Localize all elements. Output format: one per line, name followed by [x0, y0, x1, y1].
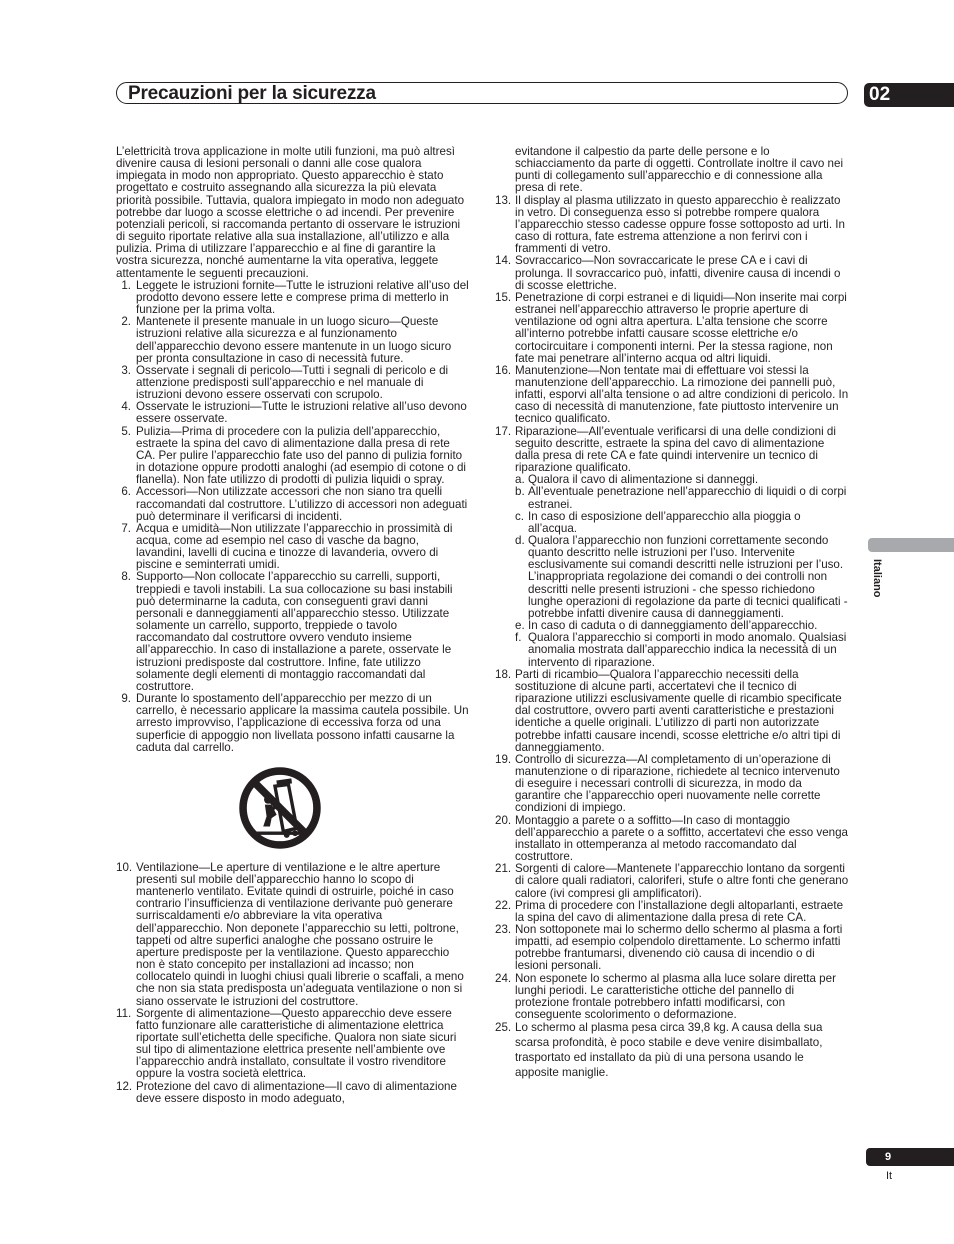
item-number: 7.	[121, 521, 131, 535]
list-item	[116, 365, 470, 401]
item-number: 8.	[121, 570, 131, 584]
list-item	[495, 754, 849, 815]
item-number: e.	[515, 619, 525, 633]
sub-list-item	[495, 511, 849, 535]
item-number: a.	[515, 473, 525, 487]
item-number: 6.	[121, 485, 131, 499]
safety-list-left	[116, 280, 470, 754]
item-12-continuation: evitandone il calpestio da parte delle persone e lo schiacciamento da parte di oggetti. Controllate inoltre il cavo nei punti di collegamento sull’apparecchio e di connessione alla presa di rete.	[515, 145, 844, 195]
left-column	[116, 146, 470, 1105]
item-number: 3.	[121, 363, 131, 377]
item-number: 12.	[116, 1079, 133, 1093]
item-text: Osservate i segnali di pericolo—Tutti i segnali di pericolo e di attenzione predisposti sull’apparecchio e nel manuale di istruzioni devono essere osservati con scrupolo.	[136, 363, 449, 402]
item-number: 14.	[495, 254, 512, 268]
page-language-code: It	[886, 1170, 893, 1182]
item-number: 15.	[495, 290, 512, 304]
safety-list-right	[495, 195, 849, 475]
item-text: Il display al plasma utilizzato in questo apparecchio è realizzato in vetro. Di conseguenza esso si potrebbe rompere qualora l’apparecchio stesso cadesse oppure fosse sottoposto ad urti. In caso di rottura, fate estrema attenzione a non ferirvi con i frammenti di vetro.	[515, 193, 845, 256]
item-text: Accessori—Non utilizzate accessori che non siano tra quelli raccomandati dal costruttore. L’utilizzo di accessori non adeguati può determinare il verificarsi di incidenti.	[136, 485, 468, 523]
page-number-tab	[866, 1148, 954, 1166]
list-item	[495, 815, 849, 864]
item-number: 18.	[495, 667, 512, 681]
list-item	[116, 862, 470, 1008]
item-number: 22.	[495, 898, 512, 912]
item-number: b.	[515, 485, 525, 499]
cart-tip-over-warning-icon	[238, 766, 322, 850]
item-text: In caso di caduta o di danneggiamento dell’apparecchio.	[528, 619, 818, 633]
safety-list-right-continued	[495, 669, 849, 1022]
item-text: Parti di ricambio—Qualora l’apparecchio necessiti della sostituzione di alcune parti, accertatevi che il tecnico di riparazione utilizzi esclusivamente quelle di ricambio specificate dal costruttore, ovvero parti aventi caratteristiche e prestazioni identiche a quelle originali. L’utilizzo di parti non autorizzate potrebbe infatti causare incendi, scosse elettriche e/o altri tipi di danneggiamento.	[515, 667, 842, 754]
list-item	[116, 316, 470, 365]
item-number: 21.	[495, 862, 512, 876]
list-item	[116, 401, 470, 425]
item-number: 19.	[495, 752, 512, 766]
item-number: d.	[515, 534, 525, 547]
list-item	[495, 426, 849, 475]
item-number: 4.	[121, 400, 131, 414]
item-text: Sorgente di alimentazione—Questo apparecchio deve essere fatto funzionare alle caratteristiche di alimentazione elettrica riportate sull’etichetta delle specifiche. Qualora non siate sicuri sul tipo di alimentazione elettrica presente nell’ambiente ove l’apparecchio andrà installato, consultate il vostro rivenditore oppure la vostra società elettrica.	[136, 1006, 457, 1081]
page-title: Precauzioni per la sicurezza	[128, 83, 376, 104]
item-number: 5.	[121, 424, 131, 438]
item-number: 25.	[495, 1021, 512, 1035]
item-text: Leggete le istruzioni fornite—Tutte le istruzioni relative all’uso del prodotto devono essere lette e comprese prima di metterlo in funzione per la prima volta.	[136, 278, 469, 317]
item-text: In caso di esposizione dell’apparecchio alla pioggia o all’acqua.	[528, 509, 801, 535]
item-text: Supporto—Non collocate l’apparecchio su carrelli, supporti, treppiedi e tavoli instabili. La sua collocazione su basi instabili può determinarne la caduta, con conseguenti gravi danni personali e danneggiamenti all’apparecchio stesso. Utilizzate solamente un carrello, supporto, treppiede o tavolo raccomandato dal costruttore ovvero venduto insieme all’apparecchio. In caso di installazione a parete, osservate le istruzioni predisposte dal costruttore. Infine, fate utilizzo solamente degli elementi di montaggio raccomandati dal costruttore.	[136, 570, 453, 693]
list-item	[495, 863, 849, 899]
item-number: 23.	[495, 923, 512, 936]
list-item	[116, 1081, 470, 1105]
list-item	[495, 924, 849, 973]
list-item	[495, 669, 849, 754]
item-number: 11.	[116, 1006, 132, 1020]
item-text: Non sottoponete mai lo schermo dello schermo al plasma a forti impatti, ad esempio colpendolo direttamente. Lo schermo infatti potrebbe frantumarsi, divenendo ciò causa di incendio o di lesioni personali.	[515, 923, 843, 973]
item-text: Acqua e umidità—Non utilizzate l’apparecchio in prossimità di acqua, come ad esempio nel caso di vasche da bagno, lavandini, lavelli di cucina e tinozze di lavanderia, ovvero di piscine e seminterrati umidi.	[136, 521, 453, 572]
list-item	[495, 973, 849, 1022]
item-number: 1.	[121, 278, 131, 292]
item-text: Mantenete il presente manuale in un luogo sicuro—Queste istruzioni relative alla sicurezza e al funzionamento dell’apparecchio devono essere mantenute in un luogo sicuro per pronta consultazione in caso di necessità future.	[136, 315, 452, 365]
item-text: Ventilazione—Le aperture di ventilazione e le altre aperture presenti sul mobile dell’apparecchio hanno lo scopo di mantenerlo ventilato. Evitate quindi di ostruirle, poiché in caso contrario l’insufficienza di ventilazione derivante può generare surriscaldamenti e/o abbreviare la vita operativa dell’apparecchio. Non deponete l’apparecchio su letti, poltrone, tappeti od altre superfici analoghe che possano ostruire le aperture predisposte per la ventilazione. Questo apparecchio non è stato concepito per installazioni ad incasso; non collocatelo quindi in luoghi chiusi quali librerie o scaffali, a meno che non sia stata predisposta un’adeguata ventilazione o non si siano osservate le istruzioni del costruttore.	[136, 860, 464, 1008]
item-number: 9.	[121, 692, 131, 706]
sub-list-item	[495, 632, 849, 668]
list-item	[495, 900, 849, 924]
chapter-number: 02	[869, 84, 891, 105]
list-item	[495, 195, 849, 256]
item-number: 24.	[495, 971, 512, 985]
item-17-subitems	[495, 474, 849, 669]
item-number: c.	[515, 509, 525, 523]
language-label: Italiano	[871, 559, 883, 598]
item-text: Prima di procedere con l’installazione degli altoparlanti, estraete la spina del cavo di alimentazione dalla presa di rete CA.	[515, 898, 844, 924]
intro-paragraph: L’elettricità trova applicazione in molte utili funzioni, ma può altresì divenire causa di lesioni personali o danni alle cose qualora impiegata in modo non appropriato. Questo apparecchio è stato progettato e costruito assegnando alla sicurezza la più elevata priorità possibile. Tuttavia, qualora impiegato in modo non adeguato potrebbe dar luogo a scosse elettriche o ad incendi. Per prevenire potenziali pericoli, si raccomanda pertanto di osservare le istruzioni di seguito riportate relative alla sua installazione, all’utilizzo e alla pulizia. Prima di utilizzare l’apparecchio e al fine di garantire la vostra sicurezza, nonché aumentarne la vita operativa, leggete attentamente le seguenti precauzioni.	[116, 145, 465, 280]
item-text: Qualora il cavo di alimentazione si danneggi.	[528, 473, 759, 487]
list-item	[495, 292, 849, 365]
list-item	[116, 693, 470, 754]
item-text: Sorgenti di calore—Mantenete l’apparecchio lontano da sorgenti di calore quali radiatori, caloriferi, stufe o altre fonti che generano calore (ivi compresi gli amplificatori).	[515, 862, 849, 900]
safety-list-left-continued	[116, 862, 470, 1105]
item-text: Protezione del cavo di alimentazione—Il cavo di alimentazione deve essere disposto in modo adeguato,	[136, 1079, 457, 1105]
item-number: 2.	[121, 315, 131, 329]
item-text: Riparazione—All’eventuale verificarsi di una delle condizioni di seguito descritte, estraete la spina del cavo di alimentazione dalla presa di rete CA e fate quindi intervenire un tecnico di riparazione qualificato.	[515, 424, 836, 475]
list-item	[116, 280, 470, 316]
item-text: Montaggio a parete o a soffitto—In caso di montaggio dell’apparecchio a parete o a soffitto, accertatevi che esso venga installato in ottemperanza al metodo raccomandato dal costruttore.	[515, 813, 848, 864]
item-text: All’eventuale penetrazione nell’apparecchio di liquidi o di corpi estranei.	[528, 485, 847, 511]
item-text: Lo schermo al plasma pesa circa 39,8 kg. A causa della sua scarsa profondità, è poco stabile e deve venire disimballato, trasportato ed installato da più di una persona usando le apposite maniglie.	[515, 1021, 823, 1079]
list-item	[116, 571, 470, 693]
item-number: 17.	[495, 424, 512, 438]
item-number: 10.	[116, 860, 133, 874]
item-number: 20.	[495, 813, 512, 827]
item-number: f.	[515, 631, 522, 645]
list-item	[116, 1008, 470, 1081]
list-item	[495, 1021, 849, 1080]
item-text: Non esponete lo schermo al plasma alla luce solare diretta per lunghi periodi. Le caratteristiche ottiche del pannello di protezione frontale potrebbero infatti modificarsi, con conseguente scolorimento o deformazione.	[515, 971, 836, 1022]
item-text: Durante lo spostamento dell’apparecchio per mezzo di un carrello, è necessario applicare la massima cautela possibile. Un arresto improvviso, l’applicazione di eccessiva forza od una superficie di appoggio non livellata possono infatti causarne la caduta dal carrello.	[136, 692, 469, 754]
page-number: 9	[885, 1151, 892, 1163]
language-tab	[868, 538, 954, 552]
item-text: Qualora l’apparecchio si comporti in modo anomalo. Qualsiasi anomalia mostrata dall’apparecchio indica la necessità di un intervento di riparazione.	[528, 631, 847, 669]
list-item	[116, 523, 470, 572]
item-text: Pulizia—Prima di procedere con la pulizia dell’apparecchio, estraete la spina del cavo di alimentazione dalla presa di rete CA. Per pulire l’apparecchio fate uso del panno di pulizia fornito in dotazione oppure prodotti analoghi (ad esempio di cotone o di flanella). Non fate utilizzo di prodotti di pulizia liquidi o spray.	[136, 424, 467, 487]
right-column	[495, 146, 849, 1080]
item-text: Qualora l’apparecchio non funzioni correttamente secondo quanto descritto nelle istruzioni per l’uso. Intervenite esclusivamente sui comandi descritti nelle istruzioni per l’uso. L’inappropriata regolazione dei comandi o dei controlli non descritti nelle presenti istruzioni - che spesso richiedono lunghe operazioni di regolazione da parte di tecnici qualificati - potrebbe infatti divenire causa di danneggiamenti.	[528, 534, 848, 620]
item-text: Sovraccarico—Non sovraccaricate le prese CA e i cavi di prolunga. Il sovraccarico può, infatti, divenire causa di incendi o di scosse elettriche.	[515, 254, 841, 292]
list-item	[495, 365, 849, 426]
item-number: 13.	[495, 193, 512, 207]
sub-list-item	[495, 535, 849, 620]
item-text: Controllo di sicurezza—Al completamento di un’operazione di manutenzione o di riparazione, richiedete al tecnico intervenuto di eseguire i necessari controlli di sicurezza, in modo da garantire che l’apparecchio operi nuovamente nelle corrette condizioni di impiego.	[515, 752, 840, 815]
list-item	[116, 486, 470, 522]
list-item	[116, 426, 470, 487]
item-text: Osservate le istruzioni—Tutte le istruzioni relative all’uso devono essere osservate.	[136, 400, 467, 426]
item-text: Penetrazione di corpi estranei e di liquidi—Non inserite mai corpi estranei nell’apparecchio attraverso le proprie aperture di ventilazione od ogni altra apertura. L’alta tensione che scorre all’interno potrebbe infatti causare scosse elettriche e/o cortocircuitare i componenti interni. Per la stessa ragione, non fate mai penetrare all’interno acqua od altri liquidi.	[515, 290, 847, 365]
item-number: 16.	[495, 363, 512, 377]
list-item	[495, 255, 849, 291]
sub-list-item	[495, 486, 849, 510]
item-text: Manutenzione—Non tentate mai di effettuare voi stessi la manutenzione dell’apparecchio. La rimozione dei pannelli può, infatti, esporvi all’alta tensione o ad altre condizioni di pericolo. In caso di necessità di manutenzione, fate piuttosto intervenire un tecnico qualificato.	[515, 363, 849, 426]
